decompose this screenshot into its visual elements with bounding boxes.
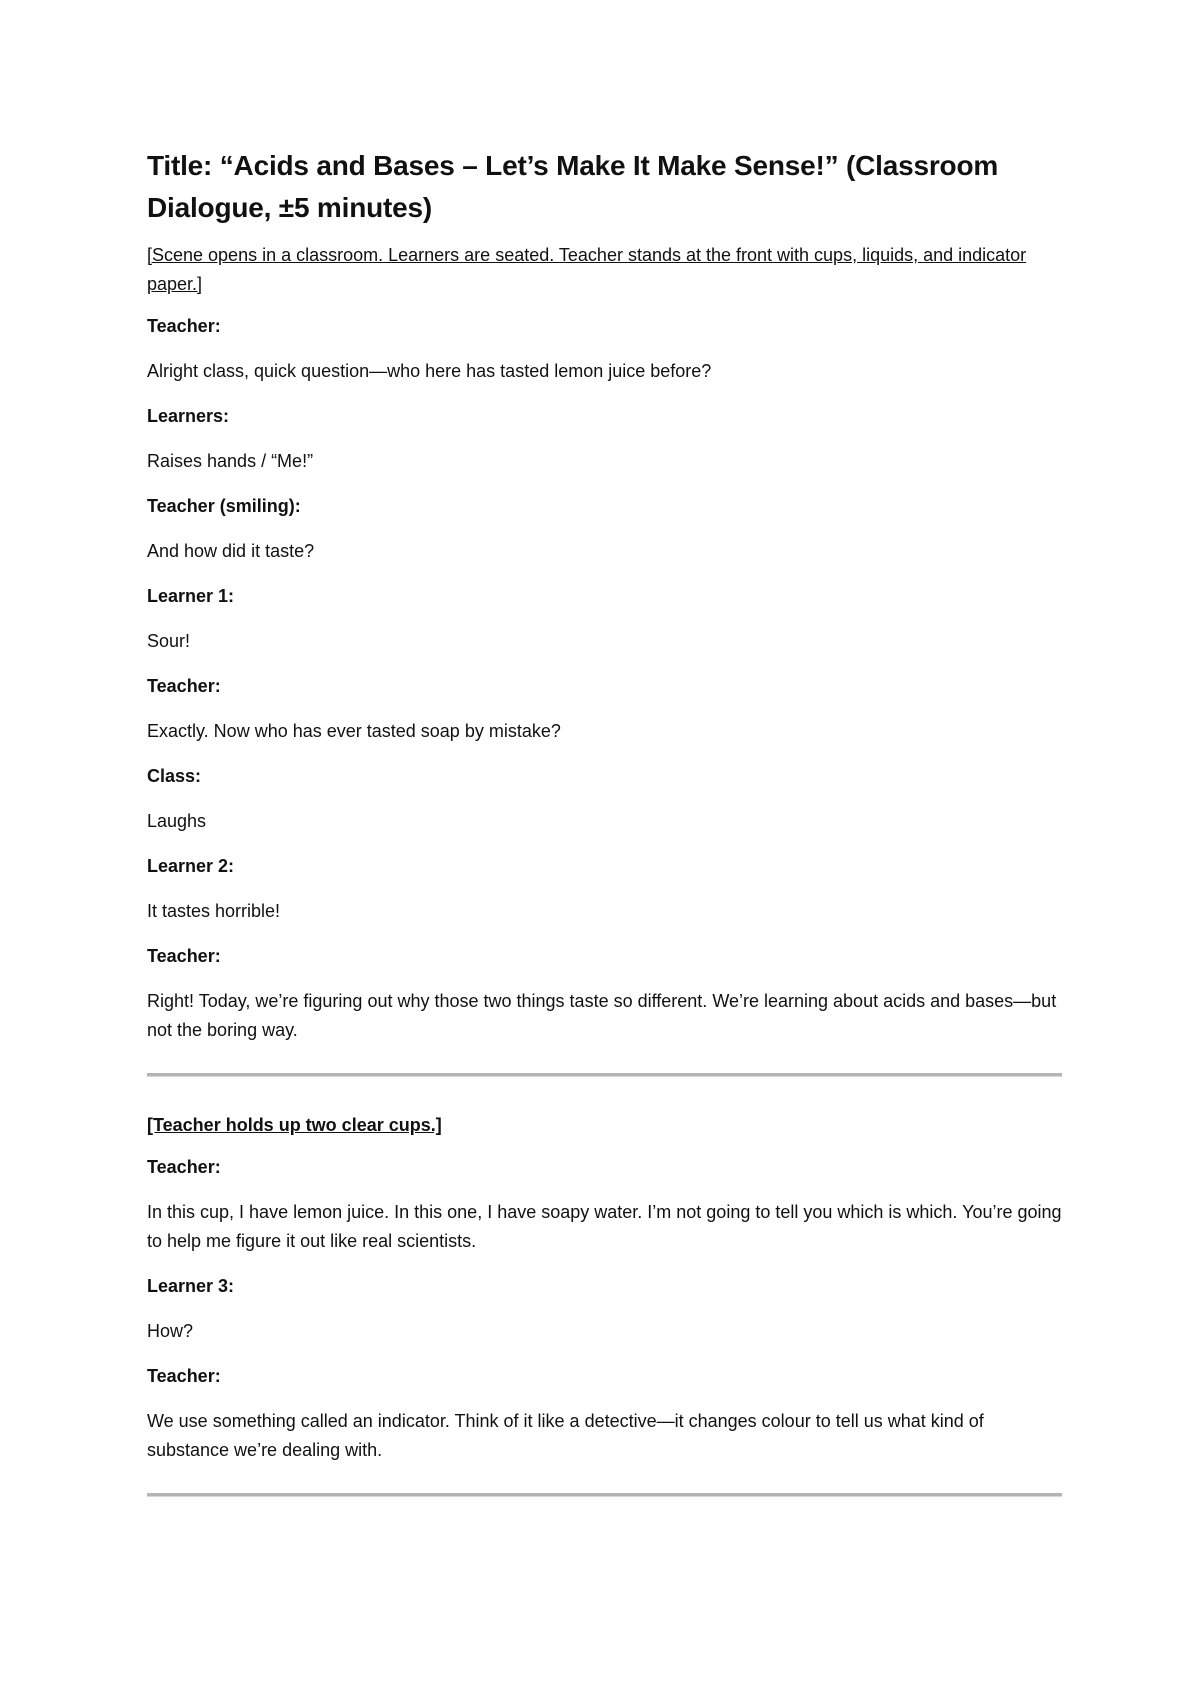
speaker-label: Learner 3: — [147, 1276, 235, 1296]
dialogue-line: And how did it taste? — [147, 541, 315, 561]
speaker-label: Teacher: — [147, 316, 221, 336]
speaker-label: Teacher: — [147, 1157, 221, 1177]
dialogue-line: Exactly. Now who has ever tasted soap by mistake? — [147, 721, 561, 741]
dialogue-line: How? — [147, 1321, 194, 1341]
speaker-label: Learner 2: — [147, 856, 235, 876]
dialogue-line: We use something called an indicator. Think of it like a detective—it changes colour to tell us what kind of substance we’re dealing with. — [147, 1411, 984, 1460]
dialogue-line: Laughs — [147, 811, 207, 831]
speaker-label: Learner 1: — [147, 586, 235, 606]
dialogue-line: It tastes horrible! — [147, 901, 281, 921]
speaker-label: Teacher (smiling): — [147, 496, 301, 516]
dialogue-line: In this cup, I have lemon juice. In this one, I have soapy water. I’m not going to tell you which is which. You’re going to help me figure it out like real scientists. — [147, 1202, 1062, 1251]
dialogue-section-2 — [147, 1111, 1062, 1465]
dialogue-line: Alright class, quick question—who here has tasted lemon juice before? — [147, 361, 712, 381]
horizontal-divider — [147, 1493, 1062, 1497]
speaker-label: Learners: — [147, 406, 230, 426]
dialogue-line: Right! Today, we’re figuring out why those two things taste so different. We’re learning about acids and bases—but not the boring way. — [147, 991, 1057, 1040]
speaker-label: Teacher: — [147, 946, 221, 966]
stage-direction: [Scene opens in a classroom. Learners are seated. Teacher stands at the front with cups, liquids, and indicator paper.] — [147, 245, 1027, 294]
dialogue-line: Raises hands / “Me!” — [147, 451, 314, 471]
document-page — [147, 145, 1062, 1531]
horizontal-divider — [147, 1073, 1062, 1077]
speaker-label: Class: — [147, 766, 202, 786]
speaker-label: Teacher: — [147, 676, 221, 696]
stage-direction: [Teacher holds up two clear cups.] — [147, 1115, 442, 1135]
speaker-label: Teacher: — [147, 1366, 221, 1386]
dialogue-line: Sour! — [147, 631, 191, 651]
page-title: Title: “Acids and Bases – Let’s Make It Make Sense!” (Classroom Dialogue, ±5 minutes) — [147, 150, 999, 223]
dialogue-section-1 — [147, 241, 1062, 1045]
